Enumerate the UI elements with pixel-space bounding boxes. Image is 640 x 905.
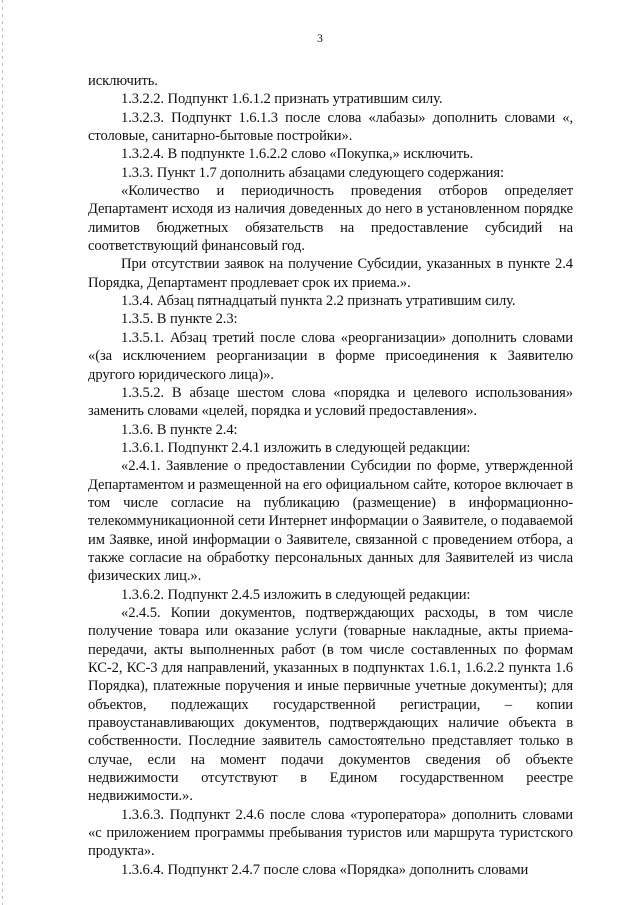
- paragraph: 1.3.6.3. Подпункт 2.4.6 после слова «туроператора» дополнить словами «с приложением программы пребывания туристов или маршрута туристского продукта».: [88, 806, 573, 860]
- paragraph: 1.3.5.1. Абзац третий после слова «реорганизации» дополнить словами «(за исключением реорганизации в форме присоединения к Заявителю другого юридического лица)».: [88, 329, 573, 383]
- paragraph: 1.3.2.4. В подпункте 1.6.2.2 слово «Покупка,» исключить.: [121, 146, 474, 163]
- paragraph: 1.3.6.4. Подпункт 2.4.7 после слова «Порядка» дополнить словами: [121, 861, 529, 878]
- scan-edge-mark: [2, 0, 3, 905]
- paragraph: 1.3.6. В пункте 2.4:: [121, 421, 238, 438]
- paragraph: 1.3.6.2. Подпункт 2.4.5 изложить в следующей редакции:: [121, 586, 471, 603]
- page-number: 3: [317, 33, 323, 45]
- paragraph: «2.4.1. Заявление о предоставлении Субсидии по форме, утвержденной Департаментом и размещенной на его официальном сайте, которое включает в том числе согласие на публикацию (размещение) в информационно-телекоммуникационной сети Интернет информации о Заявителе, о подаваемой им Заявке, иной информации о Заявителе, связанной с проведением отбора, а также согласие на обработку персональных данных для Заявителей из числа физических лиц.».: [88, 458, 573, 585]
- paragraph: 1.3.4. Абзац пятнадцатый пункта 2.2 признать утратившим силу.: [121, 293, 516, 310]
- paragraph: «2.4.5. Копии документов, подтверждающих расходы, в том числе получение товара или оказание услуги (товарные накладные, акты приема-передачи, акты выполненных работ (в том числе составленных по формам КС-2, КС-3 для направлений, указанных в подпунктах 1.6.1, 1.6.2.2 пункта 1.6 Порядка), платежные поручения и иные первичные учетные документы); для объектов, подлежащих государственной регистрации, – копии правоустанавливающих документов, подтверждающих наличие объекта в собственности. Последние заявитель самостоятельно представляет только в случае, если на момент подачи документов сведения об объекте недвижимости отсутствуют в Едином государственном реестре недвижимости.».: [88, 604, 573, 805]
- paragraph: При отсутствии заявок на получение Субсидии, указанных в пункте 2.4 Порядка, Департамент продлевает срок их приема.».: [88, 256, 573, 291]
- paragraph: 1.3.3. Пункт 1.7 дополнить абзацами следующего содержания:: [121, 164, 504, 181]
- paragraph: 1.3.2.3. Подпункт 1.6.1.3 после слова «лабазы» дополнить словами «, столовые, санитарно-бытовые постройки».: [88, 109, 573, 145]
- paragraph: 1.3.6.1. Подпункт 2.4.1 изложить в следующей редакции:: [121, 439, 471, 456]
- paragraph: «Количество и периодичность проведения отборов определяет Департамент исходя из наличия доведенных до него в установленном порядке лимитов бюджетных обязательств на предоставление субсидий на соответствующий финансовый год.: [88, 183, 573, 255]
- paragraph: 1.3.2.2. Подпункт 1.6.1.2 признать утратившим силу.: [121, 91, 443, 108]
- paragraph: 1.3.5.2. В абзаце шестом слова «порядка и целевого использования» заменить словами «целей, порядка и условий предоставления».: [88, 384, 573, 420]
- document-body: [88, 72, 573, 879]
- paragraph: 1.3.5. В пункте 2.3:: [121, 311, 238, 328]
- paragraph: исключить.: [88, 73, 158, 89]
